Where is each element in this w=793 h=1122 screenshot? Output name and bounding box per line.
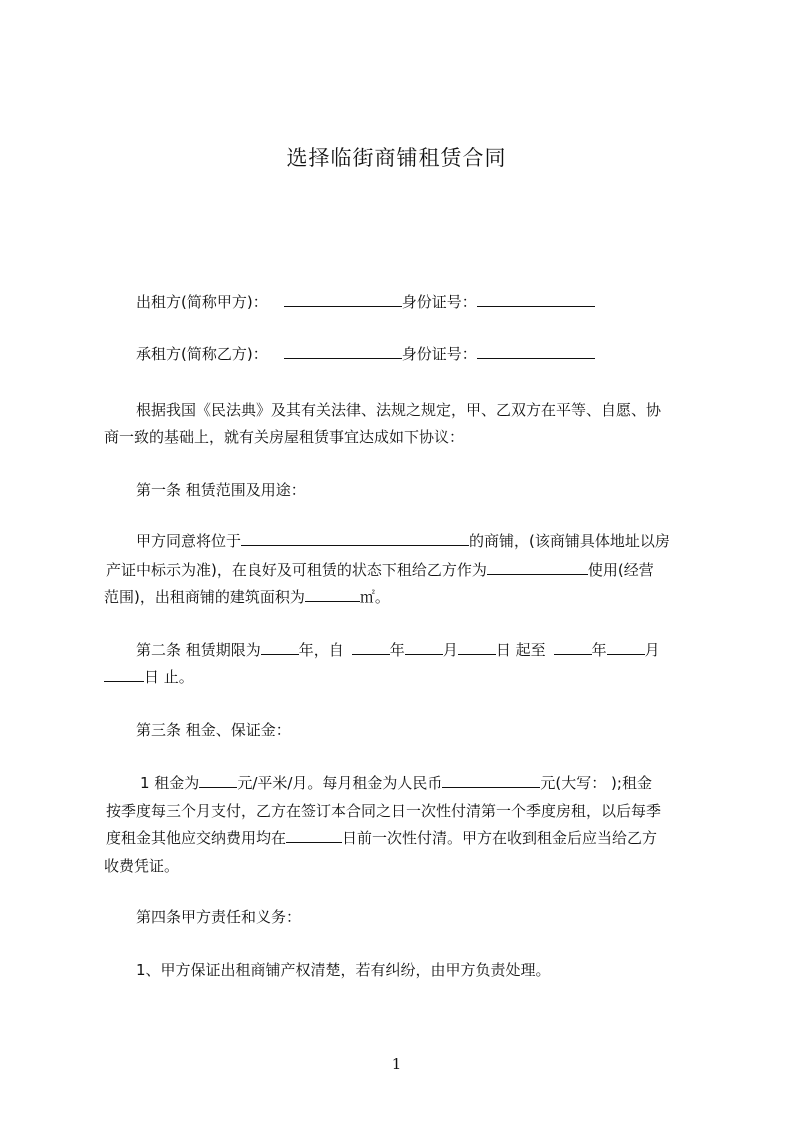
article3-text-a: 1 租金为: [140, 774, 200, 792]
lessor-name-blank: [284, 291, 402, 307]
lessee-id-label: 身份证号：: [401, 345, 477, 363]
usage-blank: [487, 559, 588, 575]
article2-line-2: [104, 666, 704, 688]
article1-text-f: ㎡。: [359, 588, 390, 606]
lessor-line: [136, 291, 736, 313]
article2-text-g: 月: [644, 641, 660, 659]
document-title: 选择临街商铺租赁合同: [286, 146, 507, 170]
payment-day-blank: [286, 827, 342, 843]
lessee-line: [136, 343, 736, 365]
article3-line-2: 按季度每三个月支付，乙方在签订本合同之日一次性付清第一个季度房租，以后每季: [106, 802, 662, 820]
article2-line-1: [136, 639, 736, 661]
article3-line-1: [140, 772, 740, 794]
article1-line-1: [136, 530, 736, 552]
article2-text-d: 月: [442, 641, 458, 659]
term-years-blank: [261, 639, 299, 655]
page-number: 1: [391, 1055, 402, 1073]
end-day-blank: [104, 666, 144, 682]
end-year-blank: [554, 639, 592, 655]
shop-location-blank: [241, 530, 469, 546]
article3-line-3: [106, 827, 706, 849]
article3-heading: 第三条 租金、保证金：: [136, 721, 291, 739]
article4-item-1: 1、甲方保证出租商铺产权清楚，若有纠纷，由甲方负责处理。: [136, 961, 551, 979]
lessee-id-blank: [477, 343, 595, 359]
article1-text-a: 甲方同意将位于: [136, 532, 242, 550]
preamble-line-2: 商一致的基础上，就有关房屋租赁事宜达成如下协议：: [104, 428, 465, 446]
article1-line-3: [104, 586, 704, 608]
article2-text-f: 年: [591, 641, 607, 659]
start-year-blank: [352, 639, 390, 655]
article2-text-e: 日 起至: [495, 641, 546, 659]
article2-text-h: 日 止。: [144, 668, 194, 686]
preamble-line-1: 根据我国《民法典》及其有关法律、法规之规定，甲、乙双方在平等、自愿、协: [136, 401, 662, 419]
lessee-name-blank: [284, 343, 402, 359]
start-day-blank: [458, 639, 496, 655]
start-month-blank: [405, 639, 443, 655]
article3-text-c: 元(大写： );租金: [540, 774, 652, 792]
article3-text-d: 度租金其他应交纳费用均在: [106, 829, 287, 847]
rent-per-sqm-blank: [199, 772, 237, 788]
article2-text-b: 年，自: [298, 641, 344, 659]
article1-text-e: 范围)，出租商铺的建筑面积为: [104, 588, 305, 606]
lessor-id-label: 身份证号：: [401, 293, 477, 311]
area-blank: [305, 586, 360, 602]
article3-line-4: 收费凭证。: [104, 857, 180, 875]
end-month-blank: [607, 639, 645, 655]
article2-text-c: 年: [389, 641, 405, 659]
lessee-label: 承租方(简称乙方)：: [136, 345, 268, 363]
article2-text-a: 第二条 租赁期限为: [136, 641, 261, 659]
lessor-id-blank: [477, 291, 595, 307]
article1-line-2: [106, 559, 706, 581]
article1-heading: 第一条 租赁范围及用途：: [136, 481, 306, 499]
article4-heading: 第四条甲方责任和义务：: [136, 908, 302, 926]
article3-text-b: 元/平米/月。每月租金为人民币: [237, 774, 443, 792]
article1-text-d: 使用(经营: [587, 561, 654, 579]
lessor-label: 出租方(简称甲方)：: [136, 293, 268, 311]
article3-text-e: 日前一次性付清。甲方在收到租金后应当给乙方: [342, 829, 658, 847]
monthly-rent-blank: [442, 772, 540, 788]
article1-text-c: 产证中标示为准)，在良好及可租赁的状态下租给乙方作为: [106, 561, 487, 579]
article1-text-b: 的商铺，(该商铺具体地址以房: [469, 532, 670, 550]
